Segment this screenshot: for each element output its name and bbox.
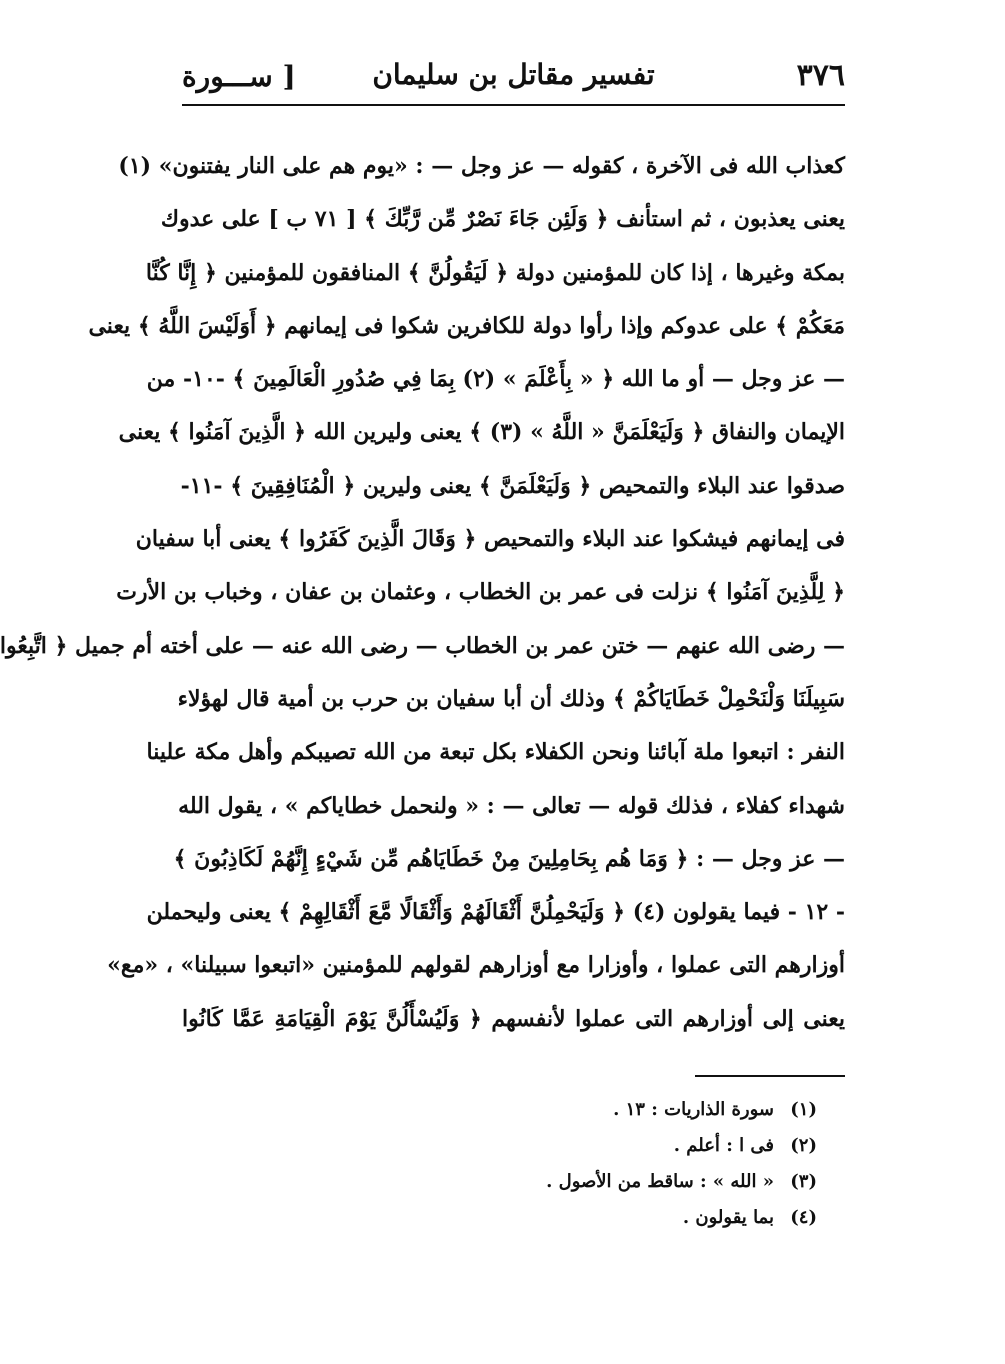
- text-line: — عز وجل — : ﴿ وَمَا هُم بِحَامِلِينَ مِنْ خَطَايَاهُم مِّن شَيْءٍ إِنَّهُمْ لَكَاذِبُونَ ﴾: [173, 845, 845, 872]
- text-line: يعنى إلى أوزارهم التى عملوا لأنفسهم ﴿ وَلَيُسْأَلُنَّ يَوْمَ الْقِيَامَةِ عَمَّا كَانُوا: [182, 1005, 845, 1032]
- text-line: فى إيمانهم فيشكوا عند البلاء والتمحيص ﴿ وَقَالَ الَّذِينَ كَفَرُوا ﴾ يعنى أبا سفيان: [135, 526, 845, 553]
- text-line: ﴿ لِلَّذِينَ آمَنُوا ﴾ نزلت فى عمر بن الخطاب ، وعثمان بن عفان ، وخباب بن الأرت: [116, 579, 845, 606]
- text-line: صدقوا عند البلاء والتمحيص ﴿ وَلَيَعْلَمَنَّ ﴾ يعنى وليرين ﴿ الْمُنَافِقِينَ ﴾ -١١-: [180, 472, 845, 499]
- footnote-number: (٤): [790, 1207, 817, 1228]
- text-line: — عز وجل — أو ما الله ﴿ « بِأَعْلَمَ » (٢) بِمَا فِي صُدُورِ الْعَالَمِينَ ﴾ -١٠- من: [146, 366, 845, 393]
- text-line: - ١٢ - فيما يقولون (٤) ﴿ وَلَيَحْمِلُنَّ أَثْقَالَهُمْ وَأَثْقَالًا مَّعَ أَثْقَالِهِمْ ﴾ يعنى وليحملن: [146, 899, 845, 926]
- text-line: شهداء كفلاء ، فذلك قوله — تعالى — : « ولنحمل خطاياكم » ، يقول الله: [178, 792, 845, 819]
- text-line: كعذاب الله فى الآخرة ، كقوله — عز وجل — : «يوم هم على النار يفتنون» (١): [118, 153, 845, 179]
- running-title: تفسير مقاتل بن سليمان: [372, 58, 655, 91]
- text-line: سَبِيلَنَا وَلْنَحْمِلْ خَطَايَاكُمْ ﴾ وذلك أن أبا سفيان بن حرب بن أمية قال لهؤلاء: [177, 685, 845, 712]
- footnote: [546, 1200, 817, 1236]
- text-line: بمكة وغيرها ، إذا كان للمؤمنين دولة ﴿ لَيَقُولُنَّ ﴾ المنافقون للمؤمنين ﴿ إِنَّا كُنَّا: [145, 259, 845, 286]
- footnote-text: بما يقولون .: [682, 1207, 774, 1228]
- page-number: ٣٧٦: [796, 58, 845, 93]
- text-line: النفر : اتبعوا ملة آبائنا ونحن الكفلاء بكل تبعة من الله تصيبكم وأهل مكة علينا: [146, 739, 845, 766]
- footnotes: [546, 1092, 817, 1236]
- footnote-separator: [695, 1075, 845, 1077]
- footnote: [546, 1092, 817, 1128]
- footnote-text: « الله » : ساقط من الأصول .: [546, 1171, 774, 1192]
- text-line: — رضى الله عنهم — ختن عمر بن الخطاب — رضى الله عنه — على أخته أم جميل ﴿ اتَّبِعُوا: [0, 632, 845, 659]
- page-header: [182, 52, 845, 106]
- footnote-text: فى ا : أعلم .: [673, 1135, 774, 1156]
- footnote-text: سورة الذاريات : ١٣ .: [613, 1099, 774, 1120]
- text-line: أوزارهم التى عملوا ، وأوزارا مع أوزارهم لقولهم للمؤمنين «اتبعوا سبيلنا» ، «مع»: [107, 952, 845, 979]
- footnote: [546, 1128, 817, 1164]
- text-line: الإيمان والنفاق ﴿ وَلَيَعْلَمَنَّ « اللَّهُ » (٣) ﴾ يعنى وليرين الله ﴿ الَّذِينَ آمَنُوا ﴾ يعنى: [118, 419, 845, 446]
- footnote-number: (١): [790, 1099, 817, 1120]
- body-text: [0, 140, 845, 1046]
- footnote-number: (٢): [790, 1135, 817, 1156]
- footnote: [546, 1164, 817, 1200]
- text-line: يعنى يعذبون ، ثم استأنف ﴿ وَلَئِن جَاءَ نَصْرٌ مِّن رَّبِّكَ ﴾ [ ٧١ ب ] على عدوك: [160, 206, 845, 233]
- text-line: مَعَكُمْ ﴾ على عدوكم وإذا رأوا دولة للكافرين شكوا فى إيمانهم ﴿ أَوَلَيْسَ اللَّهُ ﴾ يعنى: [88, 312, 845, 339]
- surah-label: [ ســـورة: [182, 60, 296, 93]
- footnote-number: (٣): [790, 1171, 817, 1192]
